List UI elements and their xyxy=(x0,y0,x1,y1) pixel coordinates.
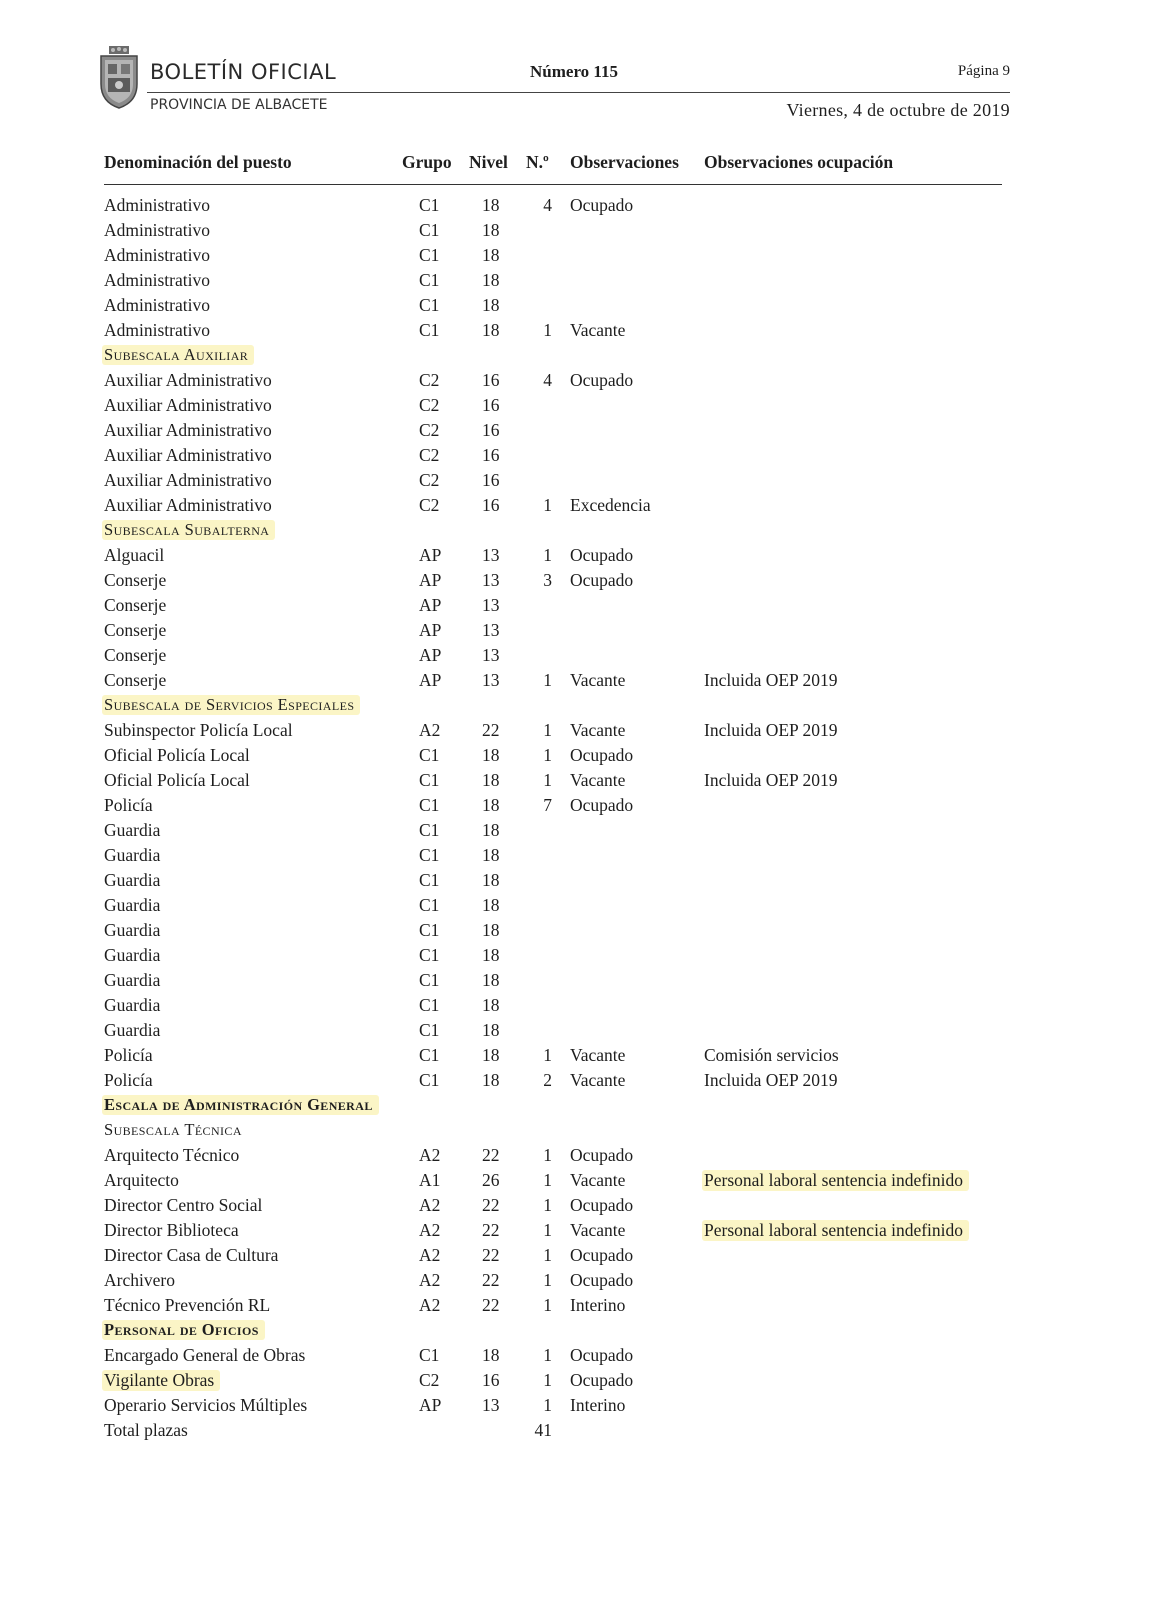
cell-position-name: Archivero xyxy=(104,1270,175,1290)
cell-observaciones: Vacante xyxy=(570,1220,626,1240)
cell-grupo: C1 xyxy=(419,870,440,890)
cell-position-name: Guardia xyxy=(104,995,161,1015)
cell-grupo: C1 xyxy=(419,995,440,1015)
cell-position-name: Administrativo xyxy=(104,320,210,340)
cell-count: 1 xyxy=(543,1370,552,1390)
cell-observaciones: Ocupado xyxy=(570,195,634,215)
cell-grupo: AP xyxy=(419,620,442,640)
cell-position-name: Vigilante Obras xyxy=(102,1370,220,1391)
cell-nivel: 18 xyxy=(482,320,500,340)
cell-nivel: 16 xyxy=(482,420,500,440)
cell-grupo: AP xyxy=(419,570,442,590)
cell-nivel: 18 xyxy=(482,270,500,290)
cell-count: 1 xyxy=(543,1195,552,1215)
cell-position-name: Oficial Policía Local xyxy=(104,770,250,790)
table-row xyxy=(0,1168,1163,1193)
cell-grupo: C1 xyxy=(419,770,440,790)
cell-nivel: 18 xyxy=(482,895,500,915)
cell-grupo: C2 xyxy=(419,420,440,440)
cell-nivel: 18 xyxy=(482,195,500,215)
table-row xyxy=(0,818,1163,843)
cell-nivel: 16 xyxy=(482,1370,500,1390)
cell-position-name: Auxiliar Administrativo xyxy=(104,470,272,490)
cell-observaciones: Vacante xyxy=(570,1170,626,1190)
cell-nivel: 18 xyxy=(482,1345,500,1365)
section-heading-label: Personal de Oficios xyxy=(102,1320,265,1340)
cell-observaciones: Ocupado xyxy=(570,1145,634,1165)
cell-nivel: 18 xyxy=(482,820,500,840)
table-row xyxy=(0,1068,1163,1093)
column-header-nivel: Nivel xyxy=(469,152,508,172)
cell-grupo: C1 xyxy=(419,245,440,265)
cell-observaciones-ocupacion: Incluida OEP 2019 xyxy=(704,670,838,690)
column-header-name: Denominación del puesto xyxy=(104,152,292,172)
cell-position-name: Policía xyxy=(104,1070,153,1090)
cell-observaciones: Interino xyxy=(570,1295,626,1315)
cell-nivel: 18 xyxy=(482,970,500,990)
cell-grupo: C1 xyxy=(419,1020,440,1040)
table-row xyxy=(0,418,1163,443)
cell-nivel: 18 xyxy=(482,995,500,1015)
cell-position-name: Arquitecto Técnico xyxy=(104,1145,240,1165)
table-row xyxy=(0,1193,1163,1218)
cell-observaciones: Interino xyxy=(570,1395,626,1415)
cell-grupo: A1 xyxy=(419,1170,441,1190)
cell-nivel: 16 xyxy=(482,395,500,415)
cell-grupo: C1 xyxy=(419,795,440,815)
cell-position-name: Director Biblioteca xyxy=(104,1220,239,1240)
cell-grupo: A2 xyxy=(419,720,441,740)
cell-grupo: C1 xyxy=(419,320,440,340)
table-row xyxy=(0,468,1163,493)
table-header xyxy=(104,152,1002,185)
cell-count: 1 xyxy=(543,670,552,690)
table-row xyxy=(0,843,1163,868)
cell-position-name: Operario Servicios Múltiples xyxy=(104,1395,308,1415)
cell-grupo: A2 xyxy=(419,1270,441,1290)
cell-count: 1 xyxy=(543,1145,552,1165)
table-row xyxy=(0,543,1163,568)
cell-position-name: Policía xyxy=(104,795,153,815)
cell-nivel: 26 xyxy=(482,1170,500,1190)
cell-grupo: C1 xyxy=(419,220,440,240)
section-heading-label: Subescala Técnica xyxy=(104,1120,242,1139)
cell-observaciones: Ocupado xyxy=(570,370,634,390)
cell-count: 1 xyxy=(543,320,552,340)
cell-grupo: A2 xyxy=(419,1245,441,1265)
cell-position-name: Auxiliar Administrativo xyxy=(104,420,272,440)
cell-nivel: 13 xyxy=(482,1395,500,1415)
cell-nivel: 13 xyxy=(482,645,500,665)
cell-observaciones-ocupacion: Comisión servicios xyxy=(704,1045,839,1065)
section-heading xyxy=(0,1093,1163,1118)
cell-grupo: A2 xyxy=(419,1145,441,1165)
cell-observaciones: Ocupado xyxy=(570,795,634,815)
cell-grupo: C1 xyxy=(419,1045,440,1065)
cell-count: 1 xyxy=(543,1170,552,1190)
cell-observaciones: Ocupado xyxy=(570,1245,634,1265)
column-header-grupo: Grupo xyxy=(402,152,452,172)
cell-observaciones-ocupacion: Incluida OEP 2019 xyxy=(704,1070,838,1090)
cell-grupo: C2 xyxy=(419,370,440,390)
table-row xyxy=(0,893,1163,918)
table-row xyxy=(0,368,1163,393)
cell-position-name: Guardia xyxy=(104,1020,161,1040)
cell-nivel: 22 xyxy=(482,1270,500,1290)
cell-position-name: Guardia xyxy=(104,870,161,890)
section-heading-label: Escala de Administración General xyxy=(102,1095,379,1115)
cell-position-name: Conserje xyxy=(104,670,167,690)
cell-count: 1 xyxy=(543,1295,552,1315)
cell-position-name: Oficial Policía Local xyxy=(104,745,250,765)
cell-observaciones: Ocupado xyxy=(570,1370,634,1390)
cell-position-name: Técnico Prevención RL xyxy=(104,1295,271,1315)
cell-nivel: 18 xyxy=(482,1020,500,1040)
cell-grupo: C2 xyxy=(419,445,440,465)
cell-nivel: 16 xyxy=(482,445,500,465)
cell-nivel: 13 xyxy=(482,620,500,640)
cell-nivel: 18 xyxy=(482,945,500,965)
section-heading xyxy=(0,1118,1163,1143)
cell-grupo: C2 xyxy=(419,470,440,490)
cell-count: 1 xyxy=(543,1245,552,1265)
cell-position-name: Policía xyxy=(104,1045,153,1065)
cell-nivel: 22 xyxy=(482,720,500,740)
cell-count: 1 xyxy=(543,545,552,565)
cell-observaciones: Vacante xyxy=(570,670,626,690)
page-number: Página 9 xyxy=(957,63,1010,79)
cell-observaciones: Ocupado xyxy=(570,1345,634,1365)
cell-grupo: C2 xyxy=(419,395,440,415)
cell-grupo: A2 xyxy=(419,1295,441,1315)
cell-position-name: Administrativo xyxy=(104,295,210,315)
header-divider xyxy=(147,92,1010,93)
cell-observaciones: Vacante xyxy=(570,1070,626,1090)
cell-count: 7 xyxy=(543,795,552,815)
cell-position-name: Guardia xyxy=(104,920,161,940)
cell-grupo: C1 xyxy=(419,270,440,290)
cell-count: 1 xyxy=(543,1345,552,1365)
table-row xyxy=(0,1018,1163,1043)
table-row xyxy=(0,793,1163,818)
cell-observaciones-ocupacion: Personal laboral sentencia indefinido xyxy=(702,1170,969,1191)
cell-grupo: C1 xyxy=(419,1345,440,1365)
cell-nivel: 22 xyxy=(482,1295,500,1315)
cell-position-name: Director Centro Social xyxy=(104,1195,263,1215)
cell-position-name: Arquitecto xyxy=(104,1170,179,1190)
table-row xyxy=(0,668,1163,693)
issue-date: Viernes, 4 de octubre de 2019 xyxy=(786,100,1010,120)
cell-position-name: Conserje xyxy=(104,570,167,590)
cell-grupo: C1 xyxy=(419,945,440,965)
cell-nivel: 18 xyxy=(482,845,500,865)
cell-nivel: 16 xyxy=(482,370,500,390)
cell-position-name: Subinspector Policía Local xyxy=(104,720,293,740)
table-row xyxy=(0,218,1163,243)
cell-count: 3 xyxy=(543,570,552,590)
section-heading-label: Subescala Subalterna xyxy=(102,520,275,540)
brand-title: BOLETÍN OFICIAL xyxy=(150,60,337,84)
table-row xyxy=(0,1293,1163,1318)
table-row xyxy=(0,293,1163,318)
section-heading xyxy=(0,1318,1163,1343)
cell-observaciones: Ocupado xyxy=(570,1195,634,1215)
cell-nivel: 18 xyxy=(482,920,500,940)
cell-nivel: 22 xyxy=(482,1245,500,1265)
cell-count: 4 xyxy=(543,195,552,215)
cell-grupo: C2 xyxy=(419,1370,440,1390)
cell-observaciones: Ocupado xyxy=(570,1270,634,1290)
table-row xyxy=(0,718,1163,743)
cell-position-name: Conserje xyxy=(104,620,167,640)
cell-position-name: Administrativo xyxy=(104,270,210,290)
table-row xyxy=(0,443,1163,468)
cell-grupo: A2 xyxy=(419,1195,441,1215)
cell-observaciones: Vacante xyxy=(570,1045,626,1065)
cell-count: 41 xyxy=(534,1420,552,1440)
column-header-number: N.º xyxy=(526,152,549,172)
cell-nivel: 13 xyxy=(482,595,500,615)
table-row xyxy=(0,493,1163,518)
cell-grupo: C1 xyxy=(419,820,440,840)
cell-grupo: C1 xyxy=(419,295,440,315)
brand-subtitle: PROVINCIA DE ALBACETE xyxy=(150,97,328,113)
cell-count: 1 xyxy=(543,1395,552,1415)
cell-position-name: Encargado General de Obras xyxy=(104,1345,306,1365)
cell-grupo: A2 xyxy=(419,1220,441,1240)
cell-observaciones: Vacante xyxy=(570,770,626,790)
cell-position-name: Director Casa de Cultura xyxy=(104,1245,279,1265)
table-row xyxy=(0,918,1163,943)
cell-nivel: 22 xyxy=(482,1220,500,1240)
cell-grupo: AP xyxy=(419,670,442,690)
cell-count: 1 xyxy=(543,1220,552,1240)
cell-position-name: Alguacil xyxy=(104,545,165,565)
cell-grupo: AP xyxy=(419,1395,442,1415)
table-row xyxy=(0,943,1163,968)
cell-nivel: 13 xyxy=(482,670,500,690)
table-row xyxy=(0,318,1163,343)
cell-count: 1 xyxy=(543,745,552,765)
cell-position-name: Administrativo xyxy=(104,220,210,240)
cell-position-name: Guardia xyxy=(104,820,161,840)
table-row xyxy=(0,1343,1163,1368)
section-heading-label: Subescala de Servicios Especiales xyxy=(102,695,360,715)
table-row xyxy=(0,868,1163,893)
cell-grupo: C1 xyxy=(419,1070,440,1090)
cell-grupo: C1 xyxy=(419,895,440,915)
table-row xyxy=(0,193,1163,218)
cell-count: 1 xyxy=(543,495,552,515)
cell-nivel: 18 xyxy=(482,870,500,890)
cell-count: 1 xyxy=(543,1270,552,1290)
cell-nivel: 18 xyxy=(482,1045,500,1065)
table-row xyxy=(0,968,1163,993)
cell-observaciones: Ocupado xyxy=(570,570,634,590)
cell-position-name: Total plazas xyxy=(104,1420,188,1440)
cell-position-name: Administrativo xyxy=(104,245,210,265)
table-row xyxy=(0,1393,1163,1418)
cell-nivel: 18 xyxy=(482,220,500,240)
cell-count: 1 xyxy=(543,770,552,790)
cell-position-name: Guardia xyxy=(104,845,161,865)
table-row xyxy=(0,243,1163,268)
table-row xyxy=(0,1368,1163,1393)
section-heading xyxy=(0,693,1163,718)
table-row xyxy=(0,1243,1163,1268)
table-row xyxy=(0,1043,1163,1068)
table-row xyxy=(0,643,1163,668)
cell-nivel: 18 xyxy=(482,1070,500,1090)
cell-nivel: 13 xyxy=(482,545,500,565)
cell-position-name: Guardia xyxy=(104,895,161,915)
cell-grupo: C1 xyxy=(419,920,440,940)
cell-grupo: AP xyxy=(419,645,442,665)
cell-observaciones-ocupacion: Personal laboral sentencia indefinido xyxy=(702,1220,969,1241)
cell-position-name: Guardia xyxy=(104,970,161,990)
cell-grupo: C1 xyxy=(419,970,440,990)
cell-observaciones: Excedencia xyxy=(570,495,651,515)
cell-observaciones: Vacante xyxy=(570,320,626,340)
table-row xyxy=(0,993,1163,1018)
cell-observaciones-ocupacion: Incluida OEP 2019 xyxy=(704,770,838,790)
cell-nivel: 22 xyxy=(482,1195,500,1215)
issue-number: Número 115 xyxy=(530,62,618,81)
cell-nivel: 16 xyxy=(482,495,500,515)
cell-position-name: Conserje xyxy=(104,645,167,665)
table-row xyxy=(0,768,1163,793)
table-row xyxy=(0,593,1163,618)
cell-grupo: C1 xyxy=(419,195,440,215)
cell-observaciones: Ocupado xyxy=(570,745,634,765)
section-heading xyxy=(0,518,1163,543)
cell-nivel: 22 xyxy=(482,1145,500,1165)
cell-grupo: C1 xyxy=(419,845,440,865)
table-row xyxy=(0,1418,1163,1443)
table-row xyxy=(0,393,1163,418)
table-row xyxy=(0,1218,1163,1243)
page-header xyxy=(95,42,1010,132)
cell-count: 4 xyxy=(543,370,552,390)
section-heading xyxy=(0,343,1163,368)
cell-nivel: 13 xyxy=(482,570,500,590)
cell-grupo: AP xyxy=(419,545,442,565)
cell-nivel: 18 xyxy=(482,745,500,765)
cell-grupo: C1 xyxy=(419,745,440,765)
cell-position-name: Auxiliar Administrativo xyxy=(104,370,272,390)
cell-position-name: Administrativo xyxy=(104,195,210,215)
cell-nivel: 18 xyxy=(482,770,500,790)
table-row xyxy=(0,568,1163,593)
cell-position-name: Guardia xyxy=(104,945,161,965)
cell-observaciones: Vacante xyxy=(570,720,626,740)
cell-count: 1 xyxy=(543,1045,552,1065)
table-row xyxy=(0,268,1163,293)
cell-nivel: 18 xyxy=(482,795,500,815)
table-row xyxy=(0,743,1163,768)
table-row xyxy=(0,618,1163,643)
cell-nivel: 18 xyxy=(482,295,500,315)
cell-position-name: Auxiliar Administrativo xyxy=(104,445,272,465)
cell-observaciones: Ocupado xyxy=(570,545,634,565)
positions-table xyxy=(0,193,1163,1443)
cell-nivel: 16 xyxy=(482,470,500,490)
cell-count: 1 xyxy=(543,720,552,740)
cell-grupo: AP xyxy=(419,595,442,615)
cell-position-name: Auxiliar Administrativo xyxy=(104,495,272,515)
cell-position-name: Auxiliar Administrativo xyxy=(104,395,272,415)
section-heading-label: Subescala Auxiliar xyxy=(102,345,254,365)
cell-nivel: 18 xyxy=(482,245,500,265)
column-header-observaciones: Observaciones xyxy=(570,152,679,172)
cell-position-name: Conserje xyxy=(104,595,167,615)
column-header-observaciones-ocupacion: Observaciones ocupación xyxy=(704,152,894,172)
table-row xyxy=(0,1143,1163,1168)
cell-observaciones-ocupacion: Incluida OEP 2019 xyxy=(704,720,838,740)
cell-grupo: C2 xyxy=(419,495,440,515)
cell-count: 2 xyxy=(543,1070,552,1090)
coat-of-arms-icon xyxy=(97,44,141,110)
table-row xyxy=(0,1268,1163,1293)
